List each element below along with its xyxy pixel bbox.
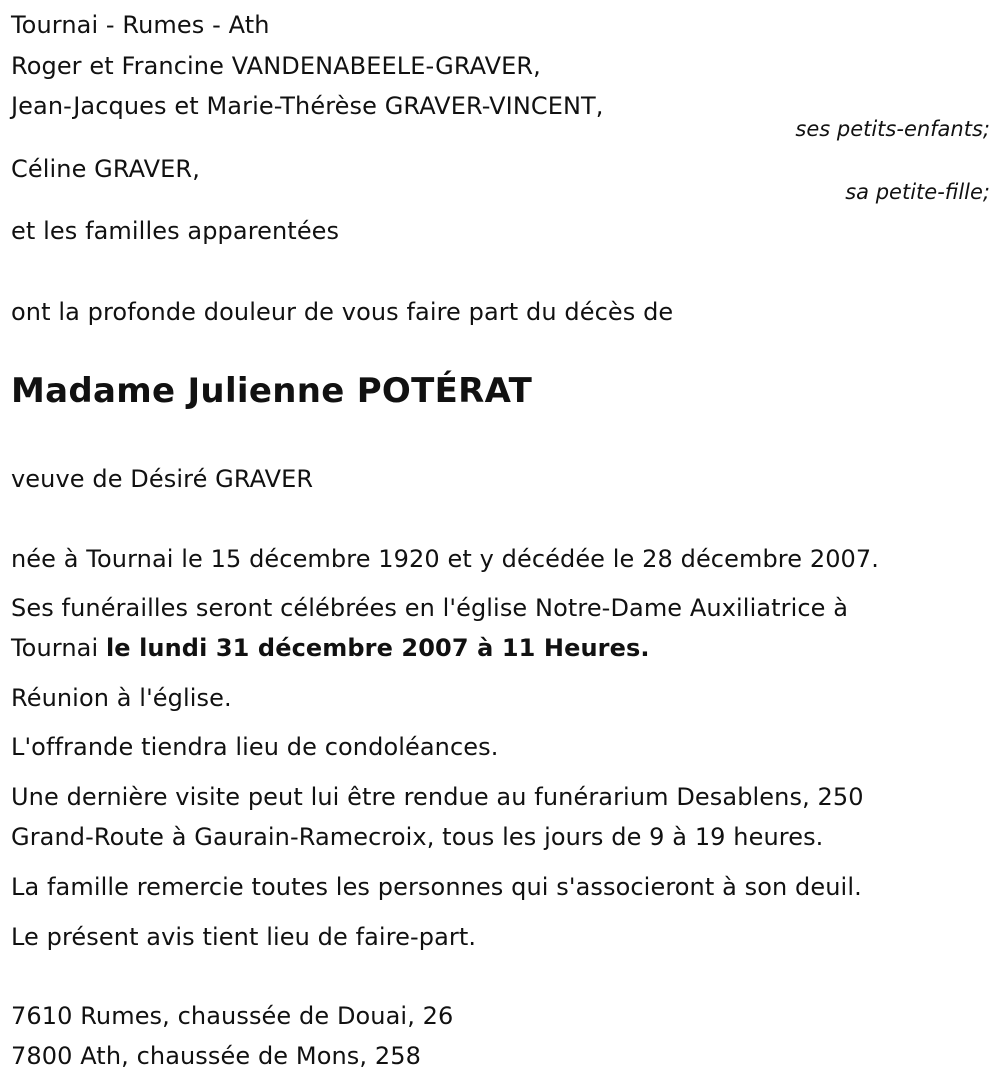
funeral-date-time: le lundi 31 décembre 2007 à 11 Heures. [105, 634, 650, 662]
offering-line: L'offrande tiendra lieu de condoléances. [11, 733, 499, 761]
family-line-4: et les familles apparentées [11, 217, 340, 245]
address-line-2: 7800 Ath, chaussée de Mons, 258 [11, 1042, 421, 1070]
thanks-line: La famille remercie toutes les personnes qui s'associeront à son deuil. [11, 873, 862, 901]
address-line-1: 7610 Rumes, chaussée de Douai, 26 [11, 1002, 454, 1030]
notice-line: Le présent avis tient lieu de faire-part. [11, 923, 477, 951]
funeral-line-2 [11, 633, 650, 663]
locations-line: Tournai - Rumes - Ath [11, 11, 270, 39]
family-line-3: Céline GRAVER, [11, 155, 200, 183]
visit-line-2: Grand-Route à Gaurain-Ramecroix, tous les jours de 9 à 19 heures. [11, 823, 824, 851]
announcement-intro: ont la profonde douleur de vous faire part du décès de [11, 298, 674, 326]
widow-of-line: veuve de Désiré GRAVER [11, 465, 314, 493]
relation-note-granddaughter: sa petite-fille; [845, 180, 990, 204]
family-line-2: Jean-Jacques et Marie-Thérèse GRAVER-VINCENT, [11, 92, 604, 120]
funeral-line-1: Ses funérailles seront célébrées en l'église Notre-Dame Auxiliatrice à [11, 594, 849, 622]
funeral-location-text: Tournai [11, 634, 106, 662]
relation-note-grandchildren: ses petits-enfants; [795, 117, 990, 141]
deceased-name: Madame Julienne POTÉRAT [11, 371, 533, 411]
birth-death-line: née à Tournai le 15 décembre 1920 et y décédée le 28 décembre 2007. [11, 545, 880, 573]
meeting-line: Réunion à l'église. [11, 684, 232, 712]
family-line-1: Roger et Francine VANDENABEELE-GRAVER, [11, 52, 541, 80]
visit-line-1: Une dernière visite peut lui être rendue au funérarium Desablens, 250 [11, 783, 864, 811]
